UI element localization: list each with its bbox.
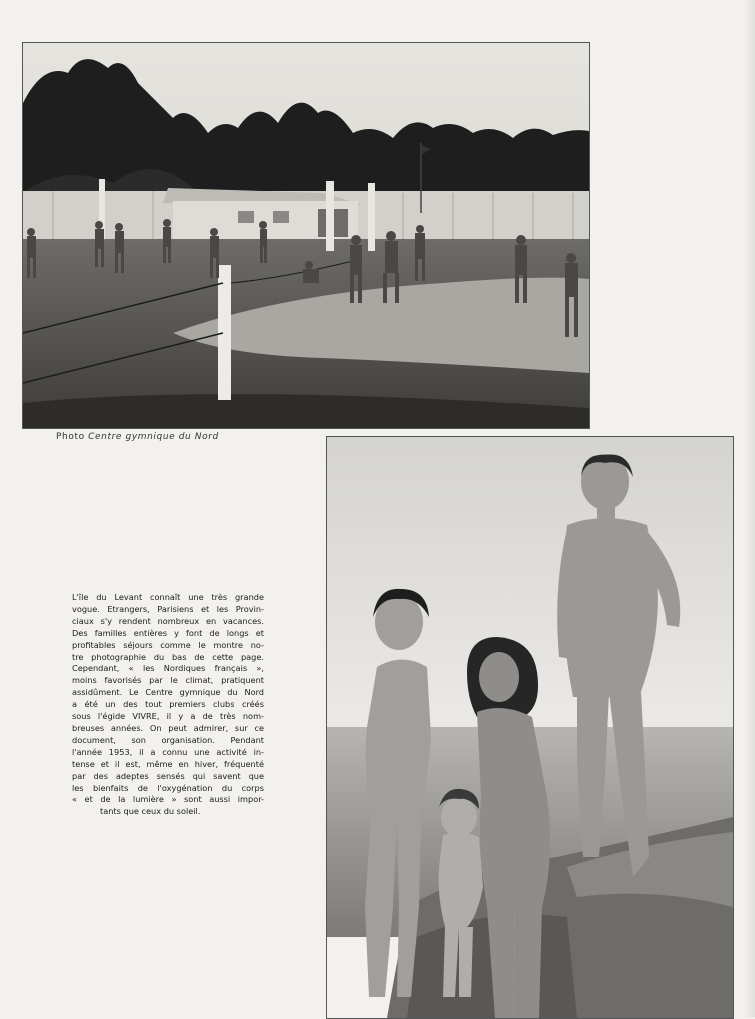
article-line: tense et il est, même en hiver, fréquenté	[72, 758, 264, 769]
family-seaside-photo	[326, 436, 734, 1019]
caption-credit: Centre gymnique du Nord	[88, 432, 219, 442]
article-line: Cependant, « les Nordiques français »,	[72, 663, 264, 674]
photo-caption	[56, 432, 219, 442]
article-line: moins favorisés par le climat, pratiquent	[72, 675, 264, 686]
article-line: tants que ceux du soleil.	[100, 806, 201, 817]
article-text	[72, 592, 264, 818]
page-edge-shadow	[745, 0, 755, 1017]
article-line: a été un des tout premiers clubs créés	[72, 699, 264, 710]
caption-prefix: Photo	[56, 432, 85, 442]
article-line: profitables séjours comme le montre no-	[72, 639, 264, 650]
article-line: vogue. Etrangers, Parisiens et les Provin-	[72, 603, 264, 614]
article-line: « et de la lumière » sont aussi impor-	[72, 794, 264, 805]
article-line: tre photographie du bas de cette page.	[72, 651, 264, 662]
camp-volleyball-photo	[22, 42, 590, 429]
article-line: assidûment. Le Centre gymnique du Nord	[72, 687, 264, 698]
seaside-photo-image	[327, 437, 733, 1018]
camp-photo-image	[23, 43, 589, 428]
article-line: document, son organisation. Pendant	[72, 734, 264, 745]
article-line: l'année 1953, il a connu une activité in-	[72, 746, 264, 757]
article-line: breuses années. On peut admirer, sur ce	[72, 722, 264, 733]
article-line: ciaux s'y rendent nombreux en vacances.	[72, 615, 264, 626]
article-line: L'île du Levant connaît une très grande	[72, 592, 264, 602]
article-line: par des adeptes sensés qui savent que	[72, 770, 264, 781]
article-line: les bienfaits de l'oxygénation du corps	[72, 782, 264, 793]
article-line: Des familles entières y font de longs et	[72, 627, 264, 638]
article-line: sous l'égide VIVRE, il y a de très nom-	[72, 711, 264, 722]
